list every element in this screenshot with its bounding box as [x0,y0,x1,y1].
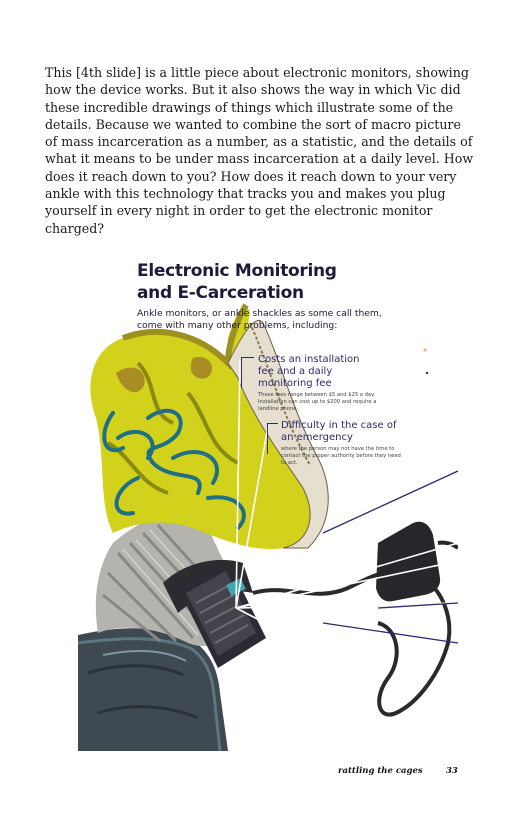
callout-detail: where the person may not have the time to contact the proper authority before they need to act. [281,446,401,466]
figure-title-line2: and E-Carceration [137,283,304,303]
pant-cuff-shape [78,628,228,751]
illustration-figure [78,243,458,751]
callout-heading: Difficulty in the case of an emergency [281,420,397,443]
running-footer-title: rattling the cages [338,766,423,776]
callout-detail: These fees range between $5 and $25 a day. Installation can cost up to $200 and require a landline phone. [258,392,377,412]
callout-heading: Costs an installation fee and a daily monitoring fee [258,354,360,389]
figure-intro: Ankle monitors, or ankle shackles as some call them, come with many other problems, including: [137,308,382,331]
charger-block [376,522,440,602]
callout-bracket [241,357,254,388]
callout-fees [258,354,378,413]
callout-bracket [267,423,278,454]
figure-title [137,260,337,304]
callout-emergency [281,420,401,467]
body-paragraph: This [4th slide] is a little piece about electronic monitors, showing how the device works. But it also shows the way in which Vic did these incredible drawings of things which illustrate some of the details. Because we wanted to combine the sort of macro picture of mass incarceration as a number, as a statistic, and the details of what it means to be under mass incarceration at a daily level. How does it reach down to you? How does it reach down to your very ankle with this technology that tracks you and makes you plug yourself in every night in order to get the electronic monitor charged? [45,65,474,236]
figure-title-line1: Electronic Monitoring [137,261,337,281]
page-number: 33 [446,766,458,776]
